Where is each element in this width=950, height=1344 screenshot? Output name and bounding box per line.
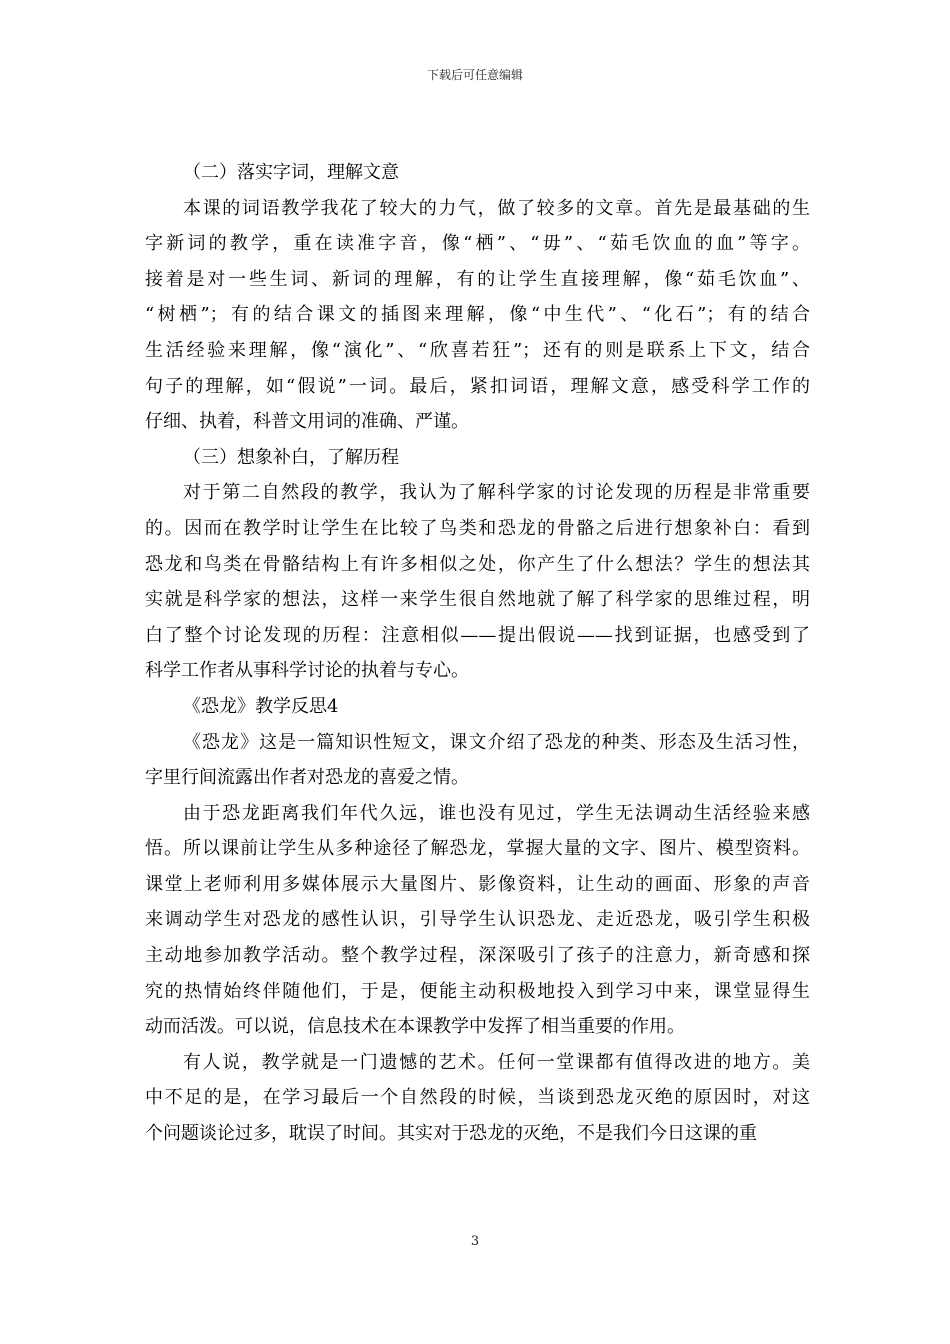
paragraph-imagination <box>145 475 810 689</box>
text-line: 悟。所以课前让学生从多种途径了解恐龙，掌握大量的文字、图片、模型资料。 <box>145 838 810 860</box>
page-number: 3 <box>470 1234 480 1249</box>
text-line: 句子的理解，如“假说”一词。最后，紧扣词语，理解文意，感受科学工作的 <box>145 375 810 397</box>
text-line: 字新词的教学，重在读准字音，像“栖”、“毋”、“茹毛饮血的血”等字。 <box>145 233 810 255</box>
text-line: “树栖”；有的结合课文的插图来理解，像“中生代”、“化石”；有的结合 <box>145 304 810 326</box>
text-line: 来调动学生对恐龙的感性认识，引导学生认识恐龙、走近恐龙，吸引学生积极 <box>145 909 810 931</box>
text-line: 个问题谈论过多，耽误了时间。其实对于恐龙的灭绝，不是我们今日这课的重 <box>145 1123 757 1145</box>
text-line: 主动地参加教学活动。整个教学过程，深深吸引了孩子的注意力，新奇感和探 <box>145 945 810 967</box>
text-line: 《恐龙》这是一篇知识性短文，课文介绍了恐龙的种类、形态及生活习性， <box>183 731 810 753</box>
text-line: 对于第二自然段的教学，我认为了解科学家的讨论发现的历程是非常重要 <box>183 482 810 504</box>
text-line: 接着是对一些生词、新词的理解，有的让学生直接理解，像“茹毛饮血”、 <box>145 268 810 290</box>
paragraph-regret <box>145 1045 810 1152</box>
text-line: 生活经验来理解，像“演化”、“欣喜若狂”；还有的则是联系上下文，结合 <box>145 339 810 361</box>
text-line: 实就是科学家的想法，这样一来学生很自然地就了解了科学家的思维过程，明 <box>145 589 810 611</box>
text-line: （三）想象补白，了解历程 <box>183 446 399 468</box>
text-line: 课堂上老师利用多媒体展示大量图片、影像资料，让生动的画面、形象的声音 <box>145 873 810 895</box>
text-line: 恐龙和鸟类在骨骼结构上有许多相似之处，你产生了什么想法？学生的想法其 <box>145 553 810 575</box>
heading-2 <box>145 155 810 191</box>
text-line: 动而活泼。可以说，信息技术在本课教学中发挥了相当重要的作用。 <box>145 1016 685 1038</box>
text-line: 有人说，教学就是一门遗憾的艺术。任何一堂课都有值得改进的地方。美 <box>183 1051 810 1073</box>
text-line: 仔细、执着，科普文用词的准确、严谨。 <box>145 411 469 433</box>
text-line: 的。因而在教学时让学生在比较了鸟类和恐龙的骨骼之后进行想象补白：看到 <box>145 517 810 539</box>
text-line: 究的热情始终伴随他们，于是，便能主动积极地投入到学习中来，课堂显得生 <box>145 980 810 1002</box>
heading-3 <box>145 440 810 476</box>
paragraph-intro <box>145 725 810 796</box>
document-body <box>145 155 810 1152</box>
text-line: 《恐龙》教学反思4 <box>183 695 339 717</box>
page-header: 下载后可任意编辑 <box>426 68 523 82</box>
section-title-4 <box>145 689 810 725</box>
paragraph-vocabulary <box>145 191 810 440</box>
text-line: 字里行间流露出作者对恐龙的喜爱之情。 <box>145 767 469 789</box>
text-line: 科学工作者从事科学讨论的执着与专心。 <box>145 660 469 682</box>
text-line: （二）落实字词，理解文意 <box>183 162 399 183</box>
text-line: 本课的词语教学我花了较大的力气，做了较多的文章。首先是最基础的生 <box>183 197 810 219</box>
paragraph-multimedia <box>145 796 810 1045</box>
text-line: 白了整个讨论发现的历程：注意相似——提出假说——找到证据，也感受到了 <box>145 624 810 646</box>
text-line: 由于恐龙距离我们年代久远，谁也没有见过，学生无法调动生活经验来感 <box>183 802 810 824</box>
text-line: 中不足的是，在学习最后一个自然段的时候，当谈到恐龙灭绝的原因时，对这 <box>145 1087 810 1109</box>
